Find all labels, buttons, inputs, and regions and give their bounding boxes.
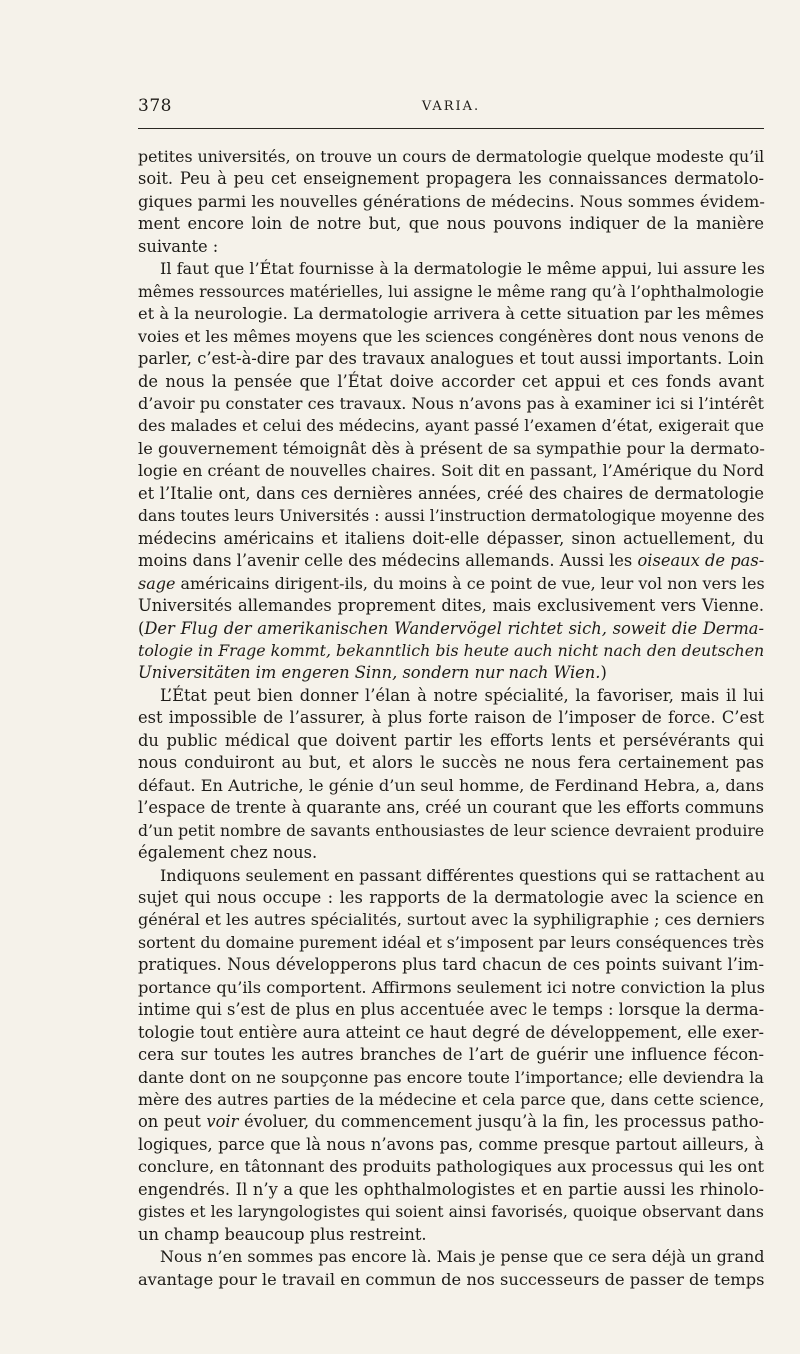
italic-text: oiseaux de pas- — [637, 551, 765, 571]
text-line: également chez nous. — [138, 843, 318, 863]
text-line: des malades et celui des médecins, ayant passé l’examen d’état, exigerait que — [138, 416, 764, 436]
paragraph — [138, 146, 764, 258]
text-line: Il faut que l’État fournisse à la dermatologie le même appui, lui assure les — [160, 259, 765, 279]
text-line: est impossible de l’assurer, à plus forte raison de l’imposer de force. C’est — [138, 708, 764, 728]
text-line — [138, 640, 764, 662]
text-line: défaut. En Autriche, le génie d’un seul homme, de Ferdinand Hebra, a, dans — [138, 775, 764, 795]
text-line: mère des autres parties de la médecine et cela parce que, dans cette science, — [138, 1090, 765, 1110]
text-line: tologie tout entière aura atteint ce haut degré de développement, elle exer- — [138, 1022, 764, 1042]
page-number: 378 — [138, 96, 172, 116]
text-line: voies et les mêmes moyens que les sciences congénères dont nous venons de — [138, 326, 764, 346]
italic-text: Universitäten im engeren Sinn, sondern nur nach Wien. — [138, 663, 601, 683]
text-line: logie en créant de nouvelles chaires. Soit dit en passant, l’Amérique du Nord — [138, 461, 764, 481]
paragraph — [138, 865, 764, 1247]
text-line: Universitäten im engeren Sinn, sondern nur nach Wien.) — [138, 663, 607, 683]
text-line: Universités allemandes proprement dites, mais exclusivement vers Vienne. — [138, 596, 764, 616]
text-line: logiques, parce que là nous n’avons pas, comme presque partout ailleurs, à — [138, 1134, 764, 1154]
body-text — [138, 146, 764, 1291]
text-line: Indiquons seulement en passant différentes questions qui se rattachent au — [160, 865, 765, 885]
text-line: d’un petit nombre de savants enthousiastes de leur science devraient produire — [138, 820, 765, 840]
italic-text: sage — [138, 573, 176, 593]
italic-text: voir — [206, 1112, 239, 1132]
italic-text: Der Flug der amerikanischen Wandervögel richtet sich, soweit die Derma- — [144, 618, 764, 638]
text-line: intime qui s’est de plus en plus accentuée avec le temps : lorsque la derma- — [138, 1000, 765, 1020]
header-rule — [138, 128, 764, 129]
text-line: soit. Peu à peu cet enseignement propagera les connaissances dermatolo- — [138, 169, 764, 189]
text-line: ment encore loin de notre but, que nous pouvons indiquer de la manière — [138, 214, 764, 234]
text-line: portance qu’ils comportent. Affirmons seulement ici notre conviction la plus — [138, 977, 765, 997]
text-line: parler, c’est-à-dire par des travaux analogues et tout aussi importants. Loin — [138, 349, 764, 369]
text-line: giques parmi les nouvelles générations de médecins. Nous sommes évidem- — [138, 191, 765, 211]
running-head: VARIA. — [421, 99, 481, 114]
page-header — [138, 96, 764, 126]
paragraph — [138, 258, 764, 685]
text-line: avantage pour le travail en commun de nos successeurs de passer de temps — [138, 1269, 765, 1289]
text-line: d’avoir pu constater ces travaux. Nous n’avons pas à examiner ici si l’intérêt — [138, 393, 764, 413]
text-line: pratiques. Nous développerons plus tard chacun de ces points suivant l’im- — [138, 955, 764, 975]
text-line: suivante : — [138, 236, 219, 256]
text-line: engendrés. Il n’y a que les ophthalmologistes et en partie aussi les rhinolo- — [138, 1179, 764, 1199]
text-line: sortent du domaine purement idéal et s’imposent par leurs conséquences très — [138, 932, 765, 952]
text-line: petites universités, on trouve un cours de dermatologie quelque modeste qu’il — [138, 147, 765, 166]
text-line: (Der Flug der amerikanischen Wandervögel richtet sich, soweit die Derma- — [138, 618, 764, 638]
text-line: un champ beaucoup plus restreint. — [138, 1224, 427, 1244]
paragraph — [138, 1246, 764, 1291]
text-line: nous conduiront au but, et alors le succès ne nous fera certainement pas — [138, 753, 764, 773]
text-line: cera sur toutes les autres branches de l’art de guérir une influence fécon- — [138, 1045, 764, 1065]
text-line: médecins américains et italiens doit-elle dépasser, sinon actuellement, du — [138, 528, 764, 548]
text-line: sujet qui nous occupe : les rapports de la dermatologie avec la science en — [138, 887, 764, 907]
text-line: le gouvernement témoignât dès à présent de sa sympathie pour la dermato- — [138, 438, 765, 458]
text-line: L’État peut bien donner l’élan à notre spécialité, la favoriser, mais il lui — [160, 685, 764, 705]
text-line: gistes et les laryngologistes qui soient ainsi favorisés, quoique observant dans — [138, 1202, 764, 1222]
text-line: l’espace de trente à quarante ans, créé un courant que les efforts communs — [138, 798, 764, 818]
text-line: dante dont on ne soupçonne pas encore toute l’importance; elle deviendra la — [138, 1067, 764, 1087]
text-line: général et les autres spécialités, surtout avec la syphiligraphie ; ces derniers — [138, 910, 765, 930]
paragraph — [138, 685, 764, 865]
text-line: du public médical que doivent partir les efforts lents et persévérants qui — [138, 730, 764, 750]
text-line: moins dans l’avenir celle des médecins allemands. Aussi les oiseaux de pas- — [138, 551, 765, 571]
text-line: et à la neurologie. La dermatologie arrivera à cette situation par les mêmes — [138, 304, 764, 324]
text-line: dans toutes leurs Universités : aussi l’instruction dermatologique moyenne des — [138, 507, 765, 526]
text-line: conclure, en tâtonnant des produits pathologiques aux processus qui les ont — [138, 1157, 764, 1177]
text-line: de nous la pensée que l’État doive accorder cet appui et ces fonds avant — [138, 371, 764, 391]
text-line: mêmes ressources matérielles, lui assigne le même rang qu’à l’ophthalmologie — [138, 282, 764, 301]
italic-text: tologie in Frage kommt, bekanntlich bis heute auch nicht nach den deutschen — [138, 640, 765, 660]
text-line: sage américains dirigent-ils, du moins à ce point de vue, leur vol non vers les — [138, 573, 765, 593]
text-line: on peut voir évoluer, du commencement jusqu’à la fin, les processus patho- — [138, 1112, 764, 1132]
text-line: Nous n’en sommes pas encore là. Mais je pense que ce sera déjà un grand — [160, 1247, 765, 1267]
text-line: et l’Italie ont, dans ces dernières années, créé des chaires de dermatologie — [138, 483, 764, 503]
